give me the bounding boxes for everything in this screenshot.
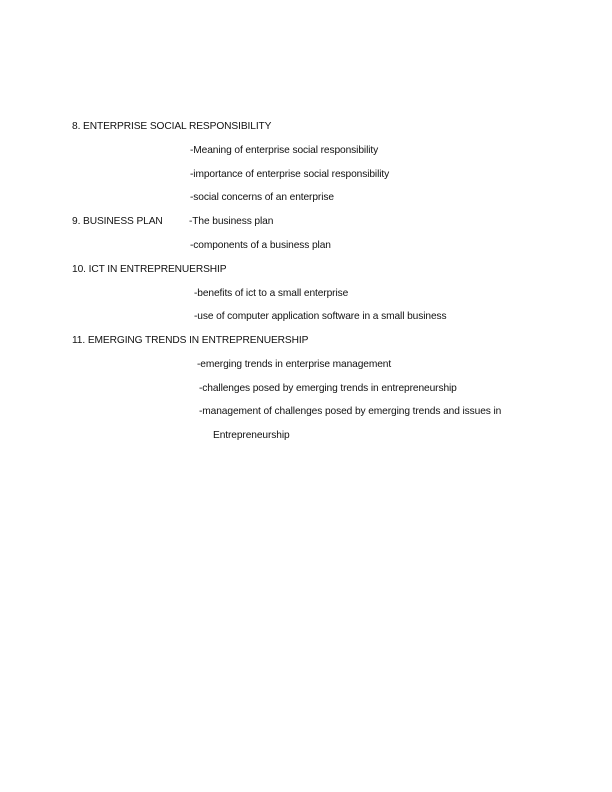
list-item: -emerging trends in enterprise management — [197, 359, 392, 370]
list-item: -The business plan — [189, 216, 274, 227]
section-heading: 11. EMERGING TRENDS IN ENTREPRENUERSHIP — [72, 335, 309, 346]
list-item: -social concerns of an enterprise — [190, 192, 334, 203]
list-item: -challenges posed by emerging trends in entrepreneurship — [199, 383, 457, 394]
list-item-continuation: Entrepreneurship — [213, 430, 290, 441]
section-heading: 9. BUSINESS PLAN — [72, 216, 163, 227]
section-heading: 8. ENTERPRISE SOCIAL RESPONSIBILITY — [72, 121, 272, 132]
list-item: -use of computer application software in a small business — [194, 311, 447, 322]
list-item: -components of a business plan — [190, 240, 331, 251]
list-item: -benefits of ict to a small enterprise — [194, 288, 349, 299]
section-heading: 10. ICT IN ENTREPRENUERSHIP — [72, 264, 227, 275]
list-item: -Meaning of enterprise social responsibility — [190, 145, 379, 156]
list-item: -importance of enterprise social responsibility — [190, 169, 390, 180]
list-item: -management of challenges posed by emerging trends and issues in — [199, 406, 502, 417]
